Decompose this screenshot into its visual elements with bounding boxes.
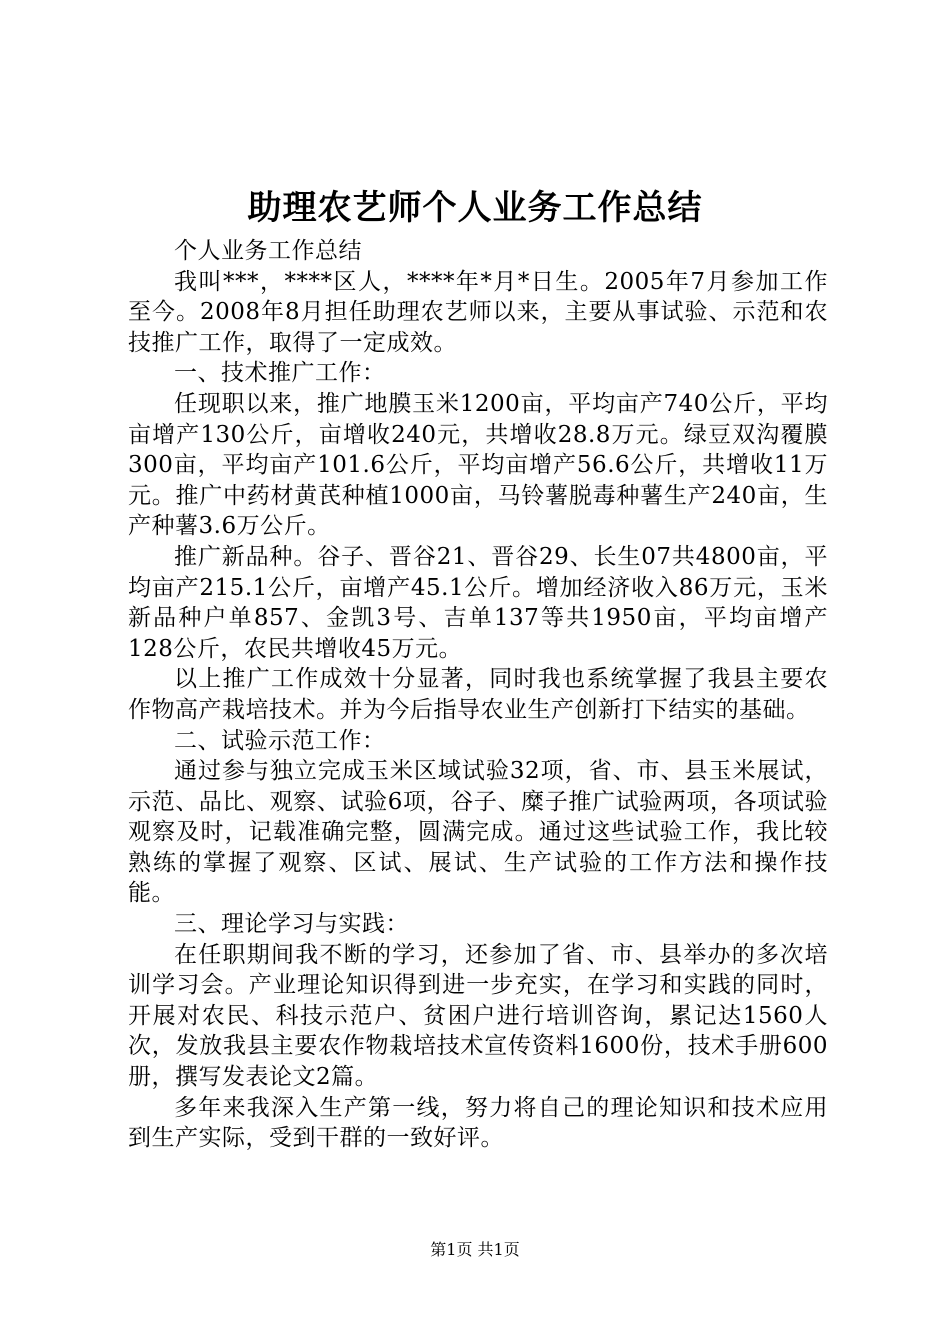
paragraph-intro: 我叫***，****区人，****年*月*日生。2005年7月参加工作至今。2008年8月担任助理农艺师以来，主要从事试验、示范和农技推广工作，取得了一定成效。 (128, 268, 828, 356)
document-title: 助理农艺师个人业务工作总结 (247, 188, 703, 228)
paragraph-new-varieties: 推广新品种。谷子、晋谷21、晋谷29、长生07共4800亩，平均亩产215.1公斤，亩增产45.1公斤。增加经济收入86万元，玉米新品种户单857、金凯3号、吉单137等共1950亩，平均亩增产128公斤，农民共增收45万元。 (128, 543, 828, 662)
document-body (128, 236, 828, 1154)
paragraph-subtitle: 个人业务工作总结 (174, 238, 362, 264)
paragraph-tech-promotion: 任现职以来，推广地膜玉米1200亩，平均亩产740公斤，平均亩增产130公斤，亩增收240元，共增收28.8万元。绿豆双沟覆膜300亩，平均亩产101.6公斤，平均亩增产56.6公斤，共增收11万元。推广中药材黄芪种植1000亩，马铃薯脱毒种薯生产240亩，生产种薯3.6万公斤。 (128, 390, 828, 540)
paragraph-promotion-results: 以上推广工作成效十分显著，同时我也系统掌握了我县主要农作物高产栽培技术。并为今后指导农业生产创新打下结实的基础。 (128, 666, 828, 723)
section-heading-trials: 二、试验示范工作： (174, 727, 386, 754)
paragraph-conclusion: 多年来我深入生产第一线，努力将自己的理论知识和技术应用到生产实际，受到干群的一致好评。 (128, 1094, 828, 1152)
section-heading-tech-promotion: 一、技术推广工作： (174, 360, 386, 387)
paragraph-trials: 通过参与独立完成玉米区域试验32项，省、市、县玉米展试，示范、品比、观察、试验6项，谷子、糜子推广试验两项，各项试验观察及时，记载准确完整，圆满完成。通过这些试验工作，我比较熟练的掌握了观察、区试、展试、生产试验的工作方法和操作技能。 (128, 758, 828, 907)
page-footer: 第1页 共1页 (430, 1240, 520, 1259)
section-heading-theory-practice: 三、理论学习与实践： (174, 911, 409, 938)
paragraph-theory-practice: 在任职期间我不断的学习，还参加了省、市、县举办的多次培训学习会。产业理论知识得到进一步充实，在学习和实践的同时，开展对农民、科技示范户、贫困户进行培训咨询，累记达1560人次，发放我县主要农作物栽培技术宣传资料1600份，技术手册600册，撰写发表论文2篇。 (128, 941, 828, 1091)
